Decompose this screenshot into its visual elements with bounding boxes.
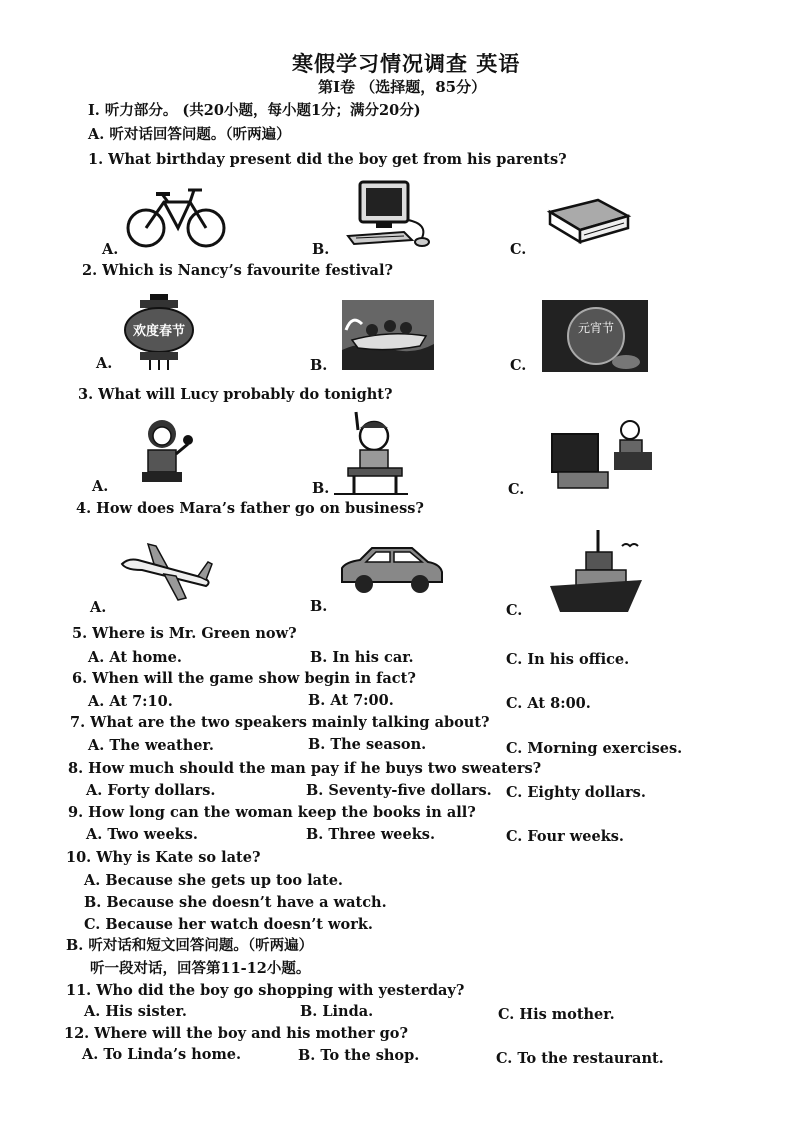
q8-option-c: C. Eighty dollars. <box>506 784 646 801</box>
girl-singing-icon <box>134 418 198 488</box>
dragon-boat-icon <box>342 300 434 374</box>
q11-option-c: C. His mother. <box>498 1006 615 1023</box>
q4-option-a: A. <box>90 599 107 616</box>
q10-option-a: A. Because she gets up too late. <box>84 872 343 889</box>
q5-option-a: A. At home. <box>88 649 182 666</box>
question-12: 12. Where will the boy and his mother go? <box>64 1025 408 1042</box>
airplane-icon <box>118 540 214 606</box>
q11-option-a: A. His sister. <box>84 1003 187 1020</box>
q7-option-a: A. The weather. <box>88 737 214 754</box>
q5-option-b: B. In his car. <box>310 649 414 666</box>
q2-option-a: A. <box>96 355 113 372</box>
q4-option-c: C. <box>506 602 523 619</box>
question-4: 4. How does Mara’s father go on business? <box>76 500 424 517</box>
page-subtitle: 第Ⅰ卷 （选择题，85分） <box>318 78 487 96</box>
question-3: 3. What will Lucy probably do tonight? <box>78 386 393 403</box>
part-b-heading: B. 听对话和短文回答问题。（听两遍） <box>66 937 314 954</box>
question-9: 9. How long can the woman keep the books in all? <box>68 804 476 821</box>
q1-option-a: A. <box>102 241 119 258</box>
question-5: 5. Where is Mr. Green now? <box>72 625 297 642</box>
question-6: 6. When will the game show begin in fact? <box>72 670 416 687</box>
lantern-icon <box>124 294 194 374</box>
q12-option-b: B. To the shop. <box>298 1047 420 1064</box>
book-icon <box>546 198 630 248</box>
q8-option-b: B. Seventy-five dollars. <box>306 782 492 799</box>
question-1: 1. What birthday present did the boy get from his parents? <box>88 151 567 168</box>
watching-tv-icon <box>550 418 656 494</box>
q6-option-c: C. At 8:00. <box>506 695 591 712</box>
q11-option-b: B. Linda. <box>300 1003 374 1020</box>
computer-icon <box>346 180 436 252</box>
q12-option-a: A. To Linda’s home. <box>82 1046 242 1063</box>
lantern-text: 欢度春节 <box>132 324 186 339</box>
section-heading: I. 听力部分。 (共20小题，每小题1分；满分20分) <box>88 102 421 119</box>
page-title: 寒假学习情况调查 英语 <box>292 51 521 76</box>
q8-option-a: A. Forty dollars. <box>86 782 216 799</box>
q12-option-c: C. To the restaurant. <box>496 1050 664 1067</box>
q9-option-a: A. Two weeks. <box>86 826 198 843</box>
question-2: 2. Which is Nancy’s favourite festival? <box>82 262 393 279</box>
q9-option-c: C. Four weeks. <box>506 828 624 845</box>
q10-option-b: B. Because she doesn’t have a watch. <box>84 894 387 911</box>
mooncake-text: 元宵节 <box>577 321 615 335</box>
ship-icon <box>546 530 646 620</box>
car-icon <box>338 544 444 598</box>
q6-option-b: B. At 7:00. <box>308 692 394 709</box>
bicycle-icon <box>126 186 226 254</box>
q3-option-b: B. <box>312 480 330 497</box>
boy-studying-icon <box>334 410 408 500</box>
part-b-instruction: 听一段对话，回答第11-12小题。 <box>90 960 311 977</box>
question-10: 10. Why is Kate so late? <box>66 849 261 866</box>
q2-option-b: B. <box>310 357 328 374</box>
q2-option-c: C. <box>510 357 527 374</box>
q4-option-b: B. <box>310 598 328 615</box>
question-7: 7. What are the two speakers mainly talking about? <box>70 714 490 731</box>
mooncake-icon <box>542 300 648 376</box>
q1-option-c: C. <box>510 241 527 258</box>
question-11: 11. Who did the boy go shopping with yesterday? <box>66 982 465 999</box>
q5-option-c: C. In his office. <box>506 651 630 668</box>
q10-option-c: C. Because her watch doesn’t work. <box>84 916 373 933</box>
q6-option-a: A. At 7:10. <box>88 693 173 710</box>
q7-option-c: C. Morning exercises. <box>506 740 683 757</box>
q7-option-b: B. The season. <box>308 736 427 753</box>
q1-option-b: B. <box>312 241 330 258</box>
question-8: 8. How much should the man pay if he buys two sweaters? <box>68 760 542 777</box>
q9-option-b: B. Three weeks. <box>306 826 436 843</box>
part-a-heading: A. 听对话回答问题。（听两遍） <box>88 126 291 143</box>
q3-option-a: A. <box>92 478 109 495</box>
q3-option-c: C. <box>508 481 525 498</box>
